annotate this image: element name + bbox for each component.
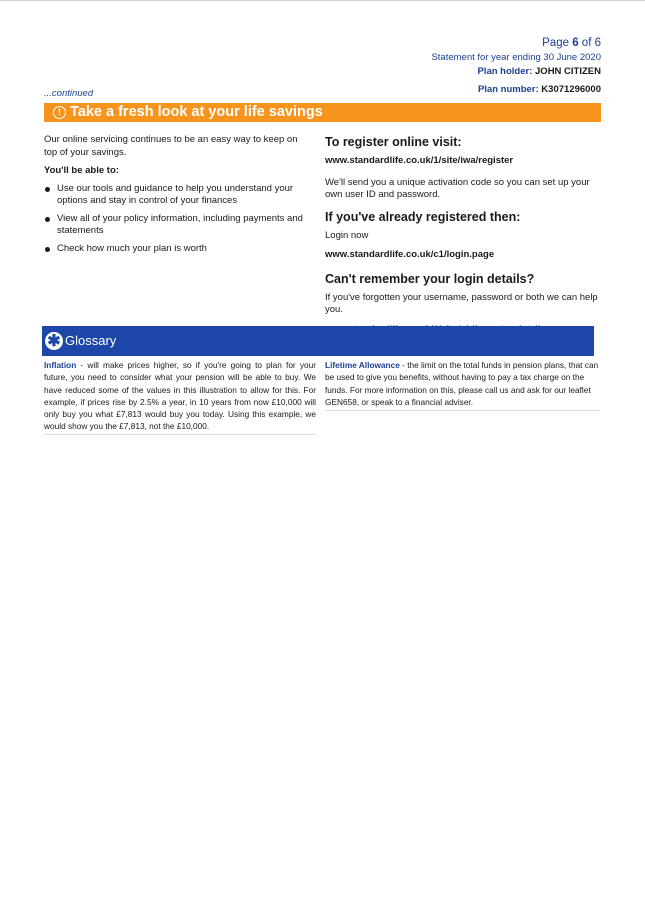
info-icon: ! [53, 106, 66, 119]
asterisk-icon: ✱ [45, 332, 63, 350]
fresh-look-right-column [325, 134, 601, 345]
glossary-lifetime-allowance [325, 359, 600, 408]
top-rule [0, 0, 645, 1]
lifetime-allowance-definition: - the limit on the total funds in pension plans, that can be used to give you benefits, without having to pay a tax charge on the funds. For more information on this, please call us and ask for our leaflet GEN658, or speak to a financial adviser. [325, 360, 599, 407]
statement-header [431, 36, 601, 97]
glossary-divider [325, 410, 600, 411]
lifetime-allowance-term: Lifetime Allowance [325, 360, 400, 370]
able-to-heading: You'll be able to: [44, 165, 119, 176]
list-item: Check how much your plan is worth [44, 243, 312, 256]
glossary-inflation [44, 359, 316, 433]
online-intro: Our online servicing continues to be an easy way to keep on top of your savings. [44, 134, 298, 158]
list-item: Use our tools and guidance to help you understand your options and stay in control of your finances [44, 183, 312, 208]
plan-holder: Plan holder: JOHN CITIZEN [477, 66, 601, 77]
plan-number: Plan number: K3071296000 [477, 83, 601, 95]
bullet-icon [45, 217, 50, 222]
bullet-icon [45, 187, 50, 192]
register-heading: To register online visit: [325, 135, 462, 149]
inflation-definition: - will make prices higher, so if you're going to plan for your future, you need to consider what your pension will be able to buy. We have reduced some of the values in this illustration to allow for this. For example, if prices rise by 2.5% a year, in 10 years from now £10,000 will only buy you what £7,813 would buy you today. Using this example, we would show you the £7,813, not the £10,000. [44, 360, 316, 432]
registered-heading: If you've already registered then: [325, 209, 521, 224]
register-text: We'll send you a unique activation code so you can set up your own user ID and password. [325, 176, 590, 200]
fresh-look-left-column [44, 134, 312, 260]
fresh-look-banner [44, 103, 601, 122]
bullet-icon [45, 247, 50, 252]
list-item: View all of your policy information, including payments and statements [44, 213, 312, 238]
glossary-banner [42, 326, 594, 356]
page-number: Page 6 of 6 [542, 37, 601, 49]
register-link[interactable]: www.standardlife.co.uk/1/site/iwa/register [325, 155, 514, 166]
login-link[interactable]: www.standardlife.co.uk/c1/login.page [325, 249, 495, 260]
continued-label: ...continued [44, 88, 94, 99]
inflation-term: Inflation [44, 360, 77, 370]
statement-period: Statement for year ending 30 June 2020 [431, 51, 601, 63]
glossary-title: Glossary [65, 333, 117, 348]
forgot-heading: Can't remember your login details? [325, 271, 535, 286]
forgot-text: If you've forgotten your username, password or both we can help you. [325, 291, 598, 315]
fresh-look-title: Take a fresh look at your life savings [70, 104, 323, 120]
glossary-divider [44, 434, 316, 435]
benefits-list [44, 183, 312, 256]
login-now-text: Login now [325, 229, 369, 241]
